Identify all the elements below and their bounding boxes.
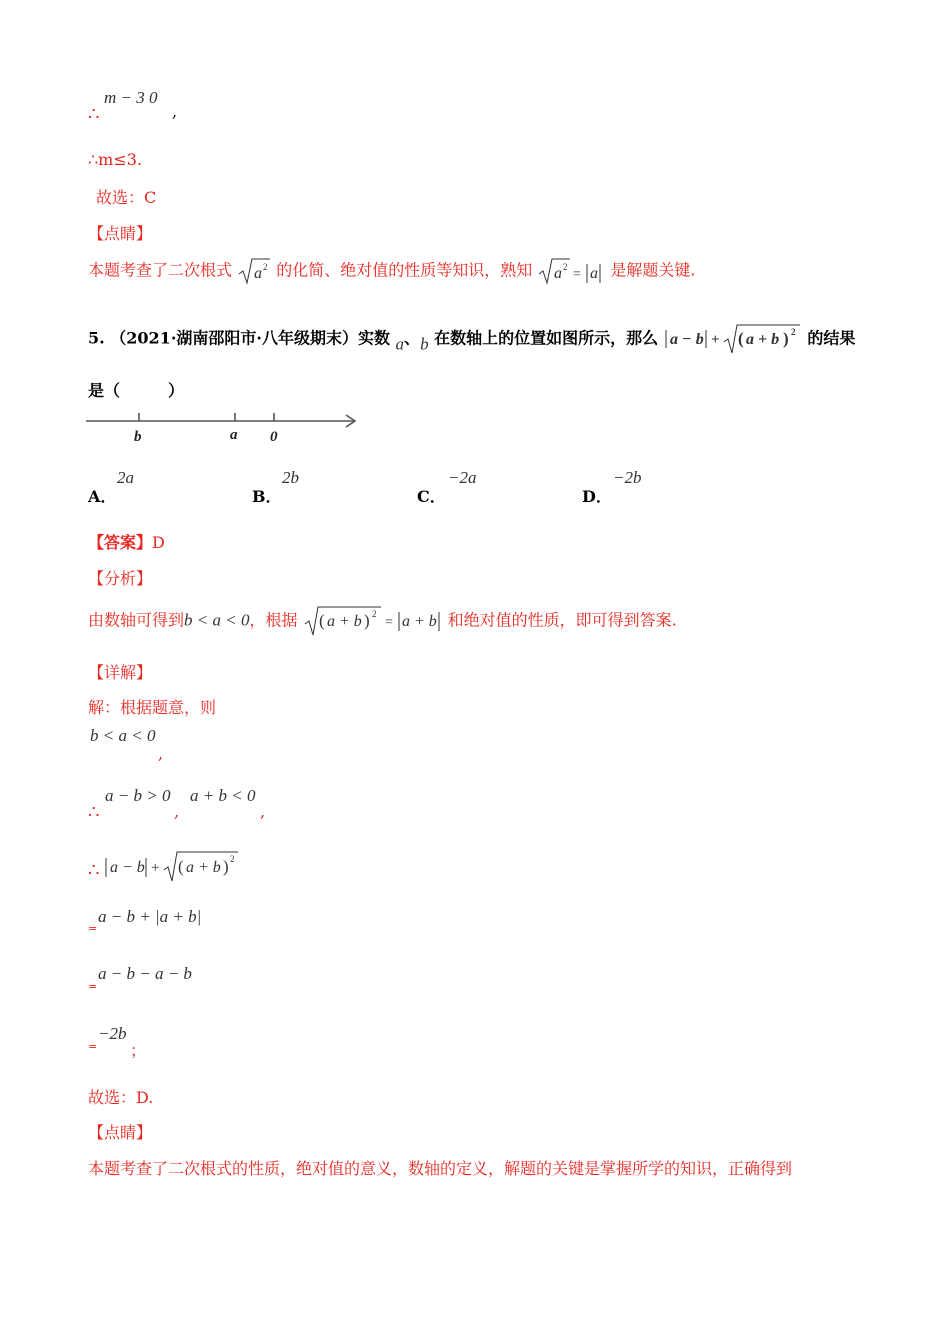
option-c-label: C． bbox=[417, 487, 446, 506]
identity-formula bbox=[303, 604, 443, 638]
svg-text:a + b: a + b bbox=[186, 859, 221, 876]
svg-text:=: = bbox=[573, 267, 582, 282]
number-line-figure bbox=[84, 408, 364, 448]
condition-expression: m − 3 0 bbox=[104, 88, 158, 107]
axis-label-0: 0 bbox=[270, 429, 278, 445]
question-text-end: 的结果 bbox=[807, 328, 856, 348]
step2-inequality-a: a − b > 0 bbox=[105, 786, 171, 805]
svg-text:2: 2 bbox=[230, 854, 235, 864]
conclusion-line: ∴m≤3. bbox=[88, 150, 143, 169]
final-summary: 本题考查了二次根式的性质，绝对值的意义，数轴的定义，解题的关键是掌握所学的知识，正确得到 bbox=[88, 1159, 793, 1178]
axis-label-b: b bbox=[134, 429, 142, 445]
svg-text:a: a bbox=[254, 265, 263, 282]
analysis-inequality: b < a < 0 bbox=[184, 610, 250, 630]
sqrt-equals-abs-formula bbox=[537, 256, 605, 286]
option-a-value: 2a bbox=[117, 468, 134, 487]
question-text-mid: 在数轴上的位置如图所示，那么 bbox=[434, 328, 659, 348]
analysis-mid: ，根据 bbox=[249, 610, 298, 630]
dun-mark: 、 bbox=[404, 328, 421, 348]
detail-intro: 解：根据题意，则 bbox=[88, 698, 217, 717]
svg-text:2: 2 bbox=[371, 609, 377, 619]
step1-inequality: b < a < 0 bbox=[90, 726, 156, 745]
svg-text:2: 2 bbox=[790, 327, 796, 337]
step4-equals: = bbox=[88, 922, 98, 935]
step1-comma: , bbox=[158, 744, 164, 763]
option-b-value: 2b bbox=[282, 468, 299, 487]
option-d-label: D． bbox=[582, 487, 612, 506]
step3-therefore: ∴ bbox=[88, 860, 100, 881]
svg-text:(: ( bbox=[318, 611, 325, 630]
question-source: （2021·湖南邵阳市·八年级期末）实数 bbox=[110, 328, 390, 348]
option-b-label: B． bbox=[252, 487, 282, 506]
step3-expression bbox=[104, 846, 244, 884]
analysis-text bbox=[88, 604, 677, 640]
option-a-label: A． bbox=[88, 487, 117, 506]
svg-text:2: 2 bbox=[263, 262, 268, 272]
svg-text:a + b: a + b bbox=[745, 331, 779, 348]
option-d-value: −2b bbox=[613, 468, 642, 487]
question-5-line2: 是（ ） bbox=[88, 381, 185, 400]
svg-text:): ) bbox=[782, 329, 789, 348]
previous-choice: 故选：C bbox=[96, 188, 157, 207]
svg-text:a: a bbox=[554, 265, 563, 282]
answer-value: D bbox=[152, 533, 165, 552]
axis-label-a: a bbox=[230, 427, 238, 443]
svg-text:+: + bbox=[710, 332, 720, 348]
therefore-symbol: ∴ bbox=[88, 104, 100, 125]
var-b: b bbox=[420, 334, 429, 354]
summary-text-post: 是解题关键. bbox=[610, 260, 696, 280]
question-number: 5. bbox=[88, 328, 105, 348]
summary-text-mid: 的化简、绝对值的性质等知识，熟知 bbox=[276, 260, 533, 280]
step6-semicolon: ； bbox=[130, 1041, 147, 1060]
final-dianjing-label: 【点睛】 bbox=[88, 1123, 153, 1142]
svg-text:a + b: a + b bbox=[326, 613, 362, 630]
condition-comma: , bbox=[172, 102, 178, 121]
analysis-pre: 由数轴可得到 bbox=[88, 610, 185, 630]
step6-equals: = bbox=[88, 1040, 98, 1053]
var-a: a bbox=[395, 334, 405, 354]
svg-text:=: = bbox=[384, 615, 393, 630]
svg-text:): ) bbox=[363, 611, 370, 630]
svg-text:2: 2 bbox=[563, 262, 568, 272]
svg-text:a + b: a + b bbox=[401, 613, 437, 630]
question-5-stem bbox=[88, 322, 855, 358]
step2-inequality-b: a + b < 0 bbox=[190, 786, 256, 805]
previous-dianjing-label: 【点睛】 bbox=[88, 224, 153, 243]
detail-label: 【详解】 bbox=[88, 663, 153, 682]
step2-therefore: ∴ bbox=[88, 802, 100, 823]
step4-expression: a − b + |a + b| bbox=[98, 907, 202, 926]
svg-text:a − b: a − b bbox=[669, 331, 704, 348]
answer-line bbox=[88, 530, 165, 553]
svg-text:(: ( bbox=[737, 329, 744, 348]
answer-label: 【答案】 bbox=[88, 533, 153, 552]
step5-equals: = bbox=[88, 980, 98, 993]
previous-summary bbox=[88, 256, 696, 290]
step2-comma-1: , bbox=[174, 802, 180, 821]
analysis-post: 和绝对值的性质，即可得到答案. bbox=[447, 610, 677, 630]
summary-text-pre: 本题考查了二次根式 bbox=[88, 260, 233, 280]
svg-text:(: ( bbox=[178, 857, 184, 876]
step5-expression: a − b − a − b bbox=[98, 964, 192, 983]
step2-comma-2: , bbox=[260, 802, 266, 821]
final-choice: 故选：D. bbox=[88, 1088, 154, 1107]
sqrt-a-squared-formula bbox=[237, 256, 271, 286]
svg-text:): ) bbox=[223, 857, 229, 876]
step6-result: −2b bbox=[98, 1024, 127, 1043]
option-c-value: −2a bbox=[448, 468, 477, 487]
question-expression bbox=[664, 322, 802, 356]
svg-text:a: a bbox=[590, 265, 599, 282]
analysis-label: 【分析】 bbox=[88, 569, 153, 588]
svg-text:a − b: a − b bbox=[110, 859, 145, 876]
svg-text:+: + bbox=[151, 860, 160, 876]
